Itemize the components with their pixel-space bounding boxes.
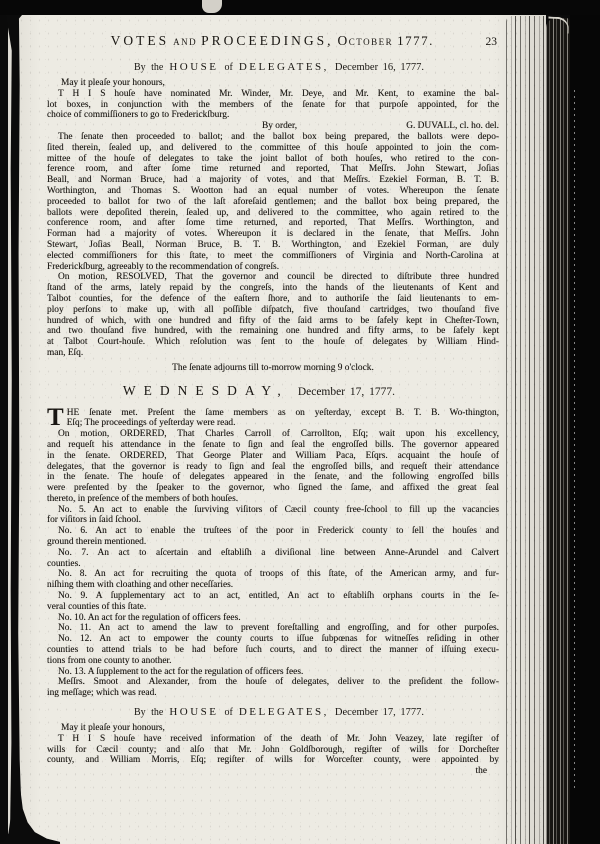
text-line: No. 9. A ſupplementary act to an act, entitled, An act to eſtabliſh orphans courts in the ſe-: [58, 591, 499, 602]
text-line: tions from one county to another.: [47, 655, 172, 666]
byline-prefix: By the: [133, 707, 164, 719]
masthead-word: VOTES: [110, 33, 170, 48]
text-line: Stewart, Joſias Beall, Norman Bruce, B. T. B. Worthington, and Ezekiel Forman, are duly: [47, 239, 499, 250]
text-line: ſtand of the arms, lately repaid by the congreſs, into the hands of the lieutenants of Kent and: [47, 283, 499, 294]
masthead-word: PROCEEDINGS,: [201, 33, 334, 48]
salutation-line: May it pleaſe your honours,: [61, 723, 165, 734]
text-line: On motion, RESOLVED, That the governor and council be directed to diſtribute three hundred: [58, 272, 499, 283]
by-order-label: By order,: [262, 121, 298, 132]
text-line: at Talbot Court-houſe. Which reſolution was ſent to the houſe of delegates by William Hind-: [47, 337, 499, 348]
day-name: WEDNESDAY,: [122, 382, 289, 398]
adjournment-line: The ſenate adjourns till to-morrow morning 9 o'clock.: [172, 362, 374, 373]
page-edges-light: [506, 16, 546, 844]
dropcap-paragraph: [47, 403, 499, 431]
byline-delegates: DELEGATES,: [238, 706, 329, 719]
text-line: thereto, in preſence of the members of both houſes.: [47, 493, 239, 504]
text-line: ference room, and after ſome time returned and reported, That Meſſrs. John Stewart, Joſias: [47, 164, 499, 175]
day-date: December 17, 1777.: [297, 385, 396, 398]
masthead-title: [47, 33, 486, 49]
byline-prefix: By the: [133, 62, 164, 73]
text-line: The ſenate then proceeded to ballot; and the ballot box being prepared, the ballots were depo-: [58, 131, 499, 142]
byline-of: of: [224, 62, 233, 73]
text-line: Talbot counties, for the defence of the eaſtern ſhore, and to authoriſe the ſaid lieutenants to em-: [47, 293, 499, 304]
text-line: T H I S houſe have nominated Mr. Winder, Mr. Deye, and Mr. Kent, to examine the bal-: [58, 88, 499, 99]
text-line: were preſented by the ſpeaker to the governor, who ſigned the ſame, and affixed the great ſeal: [47, 483, 499, 494]
page-number: 23: [485, 36, 497, 48]
text-line: elected commiſſioners for this ſtate, to meet the commiſſioners of Virginia and North-Carolina at: [47, 250, 499, 261]
text-line: proceeded to ballot for two of the laſt aforeſaid gentlemen; and the ballot box being prepared, the: [47, 196, 499, 207]
text-line: ballots were depoſited therein, ſealed up, and delivered to the committee, who again retired to the: [47, 207, 499, 218]
text-line: Eſq; The proceedings of yeſterday were read.: [66, 418, 236, 429]
text-line: lot boxes, in conjunction with the members of the ſenate for that purpoſe appointed, for the: [47, 99, 499, 110]
text-line: ground therein mentioned.: [47, 537, 147, 548]
text-line: county, and William Morris, Eſq; regiſter of wills for Worceſter county, were appointed by: [47, 755, 499, 766]
text-line: and requeſt his attendance in the ſenate to ſign and ſeal the engroſſed bills. The governor appeared: [47, 439, 499, 450]
byline-house: HOUSE: [169, 61, 219, 73]
text-line: ploy perſons to make up, with all poſſible diſpatch, five thouſand cartridges, two thouſand five: [47, 304, 499, 315]
text-line: HE ſenate met. Preſent the ſame members as on yeſterday, except B. T. B. Wo-thington,: [66, 407, 499, 418]
scan-border-top: [0, 0, 600, 15]
text-line: On motion, ORDERED, That Charles Carroll of Carrollton, Eſq; wait upon his excellency,: [58, 429, 499, 440]
text-line: No. 10. An act for the regulation of officers fees.: [58, 612, 241, 623]
text-line: No. 8. An act for recruiting the quota of troops of this ſtate, of the American army, and fur-: [58, 569, 499, 580]
text-line: No. 12. An act to empower the county courts to iſſue ſubpœnas for witneſſes reſiding in other: [58, 634, 499, 645]
text-line: No. 11. An act to amend the law to prevent foreſtalling and engroſſing, and for other purpoſes.: [58, 623, 499, 634]
byline-delegates: DELEGATES,: [238, 61, 329, 73]
page-edges-dark: [546, 18, 570, 844]
text-line: niſhing them with cloathing and other neceſſaries.: [47, 580, 234, 591]
text-line: for viſitors in ſaid ſchool.: [47, 515, 141, 526]
text-line: in the ſenate. The houſe of delegates appeared in the ſenate, and the following engroſſed bills: [47, 472, 499, 483]
masthead-month: October: [337, 33, 394, 48]
text-line: Worthington, and Thomas S. Wootton had an equal number of votes. Whereupon the ſenate: [47, 185, 499, 196]
text-line: Frederickſburg, agreeably to the recommendation of congreſs.: [47, 261, 280, 272]
text-line: T H I S houſe have received information of the death of Mr. John Veazey, late regiſter of: [58, 733, 499, 744]
house-byline: [47, 59, 499, 74]
byline-date: December 16, 1777.: [334, 62, 425, 73]
text-line: counties.: [47, 558, 81, 569]
house-byline: [47, 704, 499, 719]
text-line: Meſſrs. Smoot and Alexander, from the houſe of delegates, deliver to the preſident the follow-: [58, 677, 499, 688]
text-line: Forman had a majority of votes. Whereupon it is declared in the ſenate, that Meſſrs. John: [47, 229, 499, 240]
text-line: mittee of the houſe of delegates to take the joint ballot of both houſes, who retired to the con-: [47, 153, 499, 164]
text-line: No. 6. An act to enable the truſtees of the poor in Frederick county to ſell the houſes and: [58, 526, 499, 537]
binding-shadow: [570, 0, 600, 844]
text-line: No. 5. An act to enable the ſurviving viſitors of Cæcil county free-ſchool to fill up the vacancies: [58, 504, 499, 515]
text-line: man, Eſq.: [47, 347, 84, 358]
drop-cap-letter: T: [47, 403, 64, 431]
masthead-and: and: [173, 33, 198, 48]
clerk-signature: G. DUVALL, cl. ho. del.: [406, 121, 499, 132]
masthead: [47, 33, 499, 50]
page-edge-dotted-line: [574, 90, 575, 790]
order-signature-line: [47, 121, 499, 132]
text-line: ſited therein, ſealed up, and delivered to the committee of this houſe appointed to join the com-: [47, 142, 499, 153]
text-line: in the ſenate. ORDERED, That George Plater and William Paca, Eſqrs. acquaint the houſe of: [47, 450, 499, 461]
salutation-line: May it pleaſe your honours,: [61, 78, 165, 88]
text-line: delegates, that the governor is ready to ſign and ſeal the engroſſed bills, and requeſt their attendance: [47, 461, 499, 472]
byline-date: December 17, 1777.: [334, 707, 425, 719]
text-line: counties to attend trials to be had before ſuch courts, and to direct the manner of iſſuing execu-: [47, 645, 499, 656]
day-header: [47, 382, 499, 401]
text-flow: [47, 33, 499, 777]
text-line: and two thouſand five hundred, with the remaining one hundred and fifty arms, to be ſafely kept: [47, 326, 499, 337]
text-line: Beall, and Norman Bruce, had a majority of votes, and that Meſſrs. Ezekiel Forman, B. T. B.: [47, 175, 499, 186]
text-line: conference room, and after ſome time returned, and reported, That Meſſrs. Worthington, and: [47, 218, 499, 229]
text-line: veral counties of this ſtate.: [47, 601, 147, 612]
masthead-year: 1777.: [397, 33, 434, 48]
catchword: the: [475, 766, 487, 777]
byline-of: of: [224, 707, 233, 719]
text-line: No. 13. A ſupplement to the act for the regulation of officers fees.: [58, 666, 304, 677]
text-line: wills for Cæcil county; and alſo that Mr. John Goldſborough, regiſter of wills for Dorcheſter: [47, 744, 499, 755]
text-line: hundred of which, with one hundred and fifty of the ſaid arms to be ſafely kept in Cheſter-Town,: [47, 315, 499, 326]
byline-house: HOUSE: [169, 706, 219, 719]
text-line: choice of commiſſioners to go to Frederickſburg.: [47, 110, 230, 121]
text-line: ing meſſage; which was read.: [47, 688, 157, 699]
text-line: No. 7. An act to aſcertain and eſtabliſh a diviſional line between Anne-Arundel and Calvert: [58, 547, 499, 558]
